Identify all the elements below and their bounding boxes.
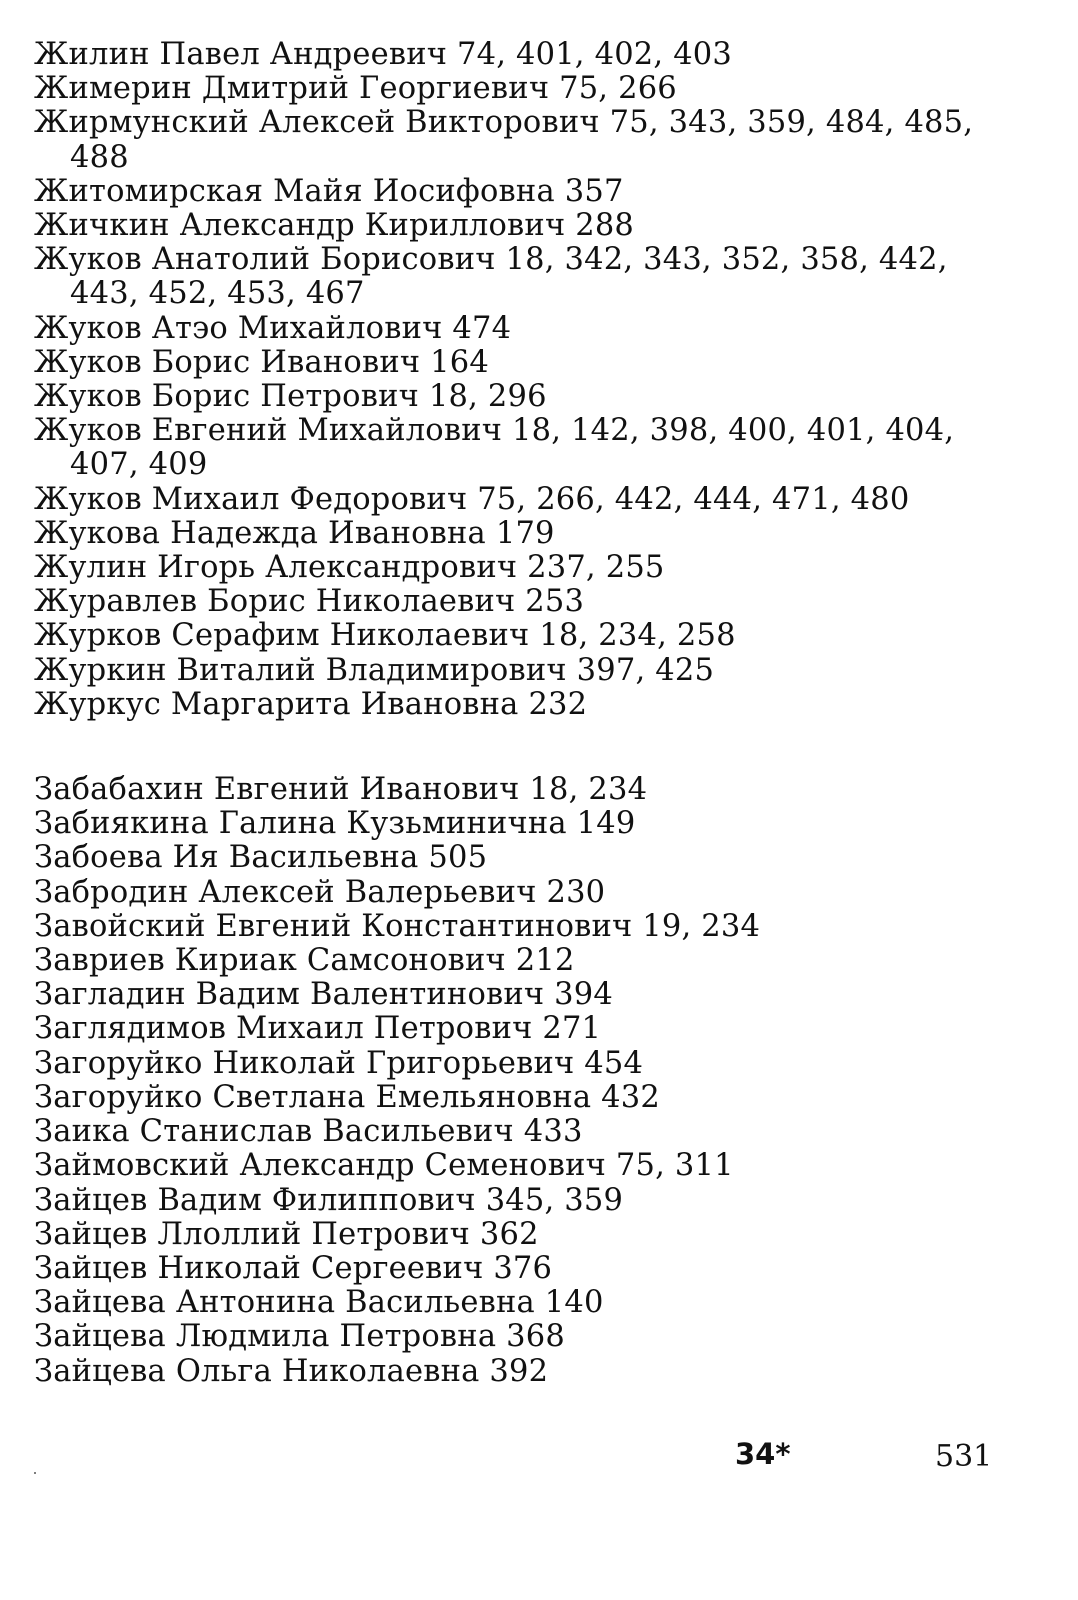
index-entry: Журкус Маргарита Ивановна 232 <box>34 686 588 722</box>
index-entry: Житомирская Майя Иосифовна 357 <box>34 173 624 209</box>
group-separator <box>34 722 1024 773</box>
index-entry: Зайцев Ллоллий Петрович 362 <box>34 1216 539 1252</box>
index-entry: Завриев Кириак Самсонович 212 <box>34 943 575 979</box>
index-entry: Жичкин Александр Кириллович 288 <box>34 208 635 244</box>
index-entry: Заика Станислав Васильевич 433 <box>34 1114 583 1150</box>
index-entry: Заглядимов Михаил Петрович 271 <box>34 1011 602 1047</box>
index-entry: Зайцева Людмила Петровна 368 <box>34 1319 565 1355</box>
page-footer <box>0 1425 1078 1475</box>
index-entry: Жуков Анатолий Борисович 18, 342, 343, 352, 358, 442, 443, 452, 453, 467 <box>34 242 948 312</box>
index-page <box>34 38 1024 1389</box>
index-entry: Забиякина Галина Кузьминична 149 <box>34 806 636 842</box>
index-entry: Жуков Атэо Михайлович 474 <box>34 310 512 346</box>
index-entry: Зайцева Антонина Васильевна 140 <box>34 1285 604 1321</box>
index-entry: Жулин Игорь Александрович 237, 255 <box>34 550 665 586</box>
index-entry: Жукова Надежда Ивановна 179 <box>34 515 555 551</box>
index-entry: Займовский Александр Семенович 75, 311 <box>34 1148 734 1184</box>
index-group-z <box>34 773 1024 1389</box>
index-entry: Забоева Ия Васильевна 505 <box>34 840 488 876</box>
index-entry: Зайцев Вадим Филиппович 345, 359 <box>34 1182 624 1218</box>
index-entry: Жилин Павел Андреевич 74, 401, 402, 403 <box>34 37 733 72</box>
index-entry: Журавлев Борис Николаевич 253 <box>34 584 585 620</box>
index-entry: Забабахин Евгений Иванович 18, 234 <box>34 772 648 808</box>
index-entry: Зайцев Николай Сергеевич 376 <box>34 1250 553 1286</box>
index-entry: Жуков Михаил Федорович 75, 266, 442, 444, 471, 480 <box>34 481 910 517</box>
index-entry: Загладин Вадим Валентинович 394 <box>34 977 613 1013</box>
index-entry: Загоруйко Николай Григорьевич 454 <box>34 1045 644 1081</box>
index-entry: Загоруйко Светлана Емельяновна 432 <box>34 1079 660 1115</box>
index-entry: Жуков Борис Петрович 18, 296 <box>34 379 547 415</box>
index-entry: Журков Серафим Николаевич 18, 234, 258 <box>34 618 736 654</box>
index-entry: Завойский Евгений Константинович 19, 234 <box>34 908 761 944</box>
index-entry: Журкин Виталий Владимирович 397, 425 <box>34 652 715 688</box>
index-entry: Жуков Борис Иванович 164 <box>34 344 489 380</box>
index-entry: Зайцева Ольга Николаевна 392 <box>34 1353 549 1389</box>
page-number: 531 <box>935 1439 993 1474</box>
signature-mark: 34* <box>735 1437 791 1471</box>
index-entry: Жирмунский Алексей Викторович 75, 343, 359, 484, 485, 488 <box>34 105 974 175</box>
index-entry: Жуков Евгений Михайлович 18, 142, 398, 400, 401, 404, 407, 409 <box>34 413 955 483</box>
index-entry: Забродин Алексей Валерьевич 230 <box>34 874 606 910</box>
index-group-zh <box>34 38 1024 722</box>
index-entry: Жимерин Дмитрий Георгиевич 75, 266 <box>34 71 677 107</box>
